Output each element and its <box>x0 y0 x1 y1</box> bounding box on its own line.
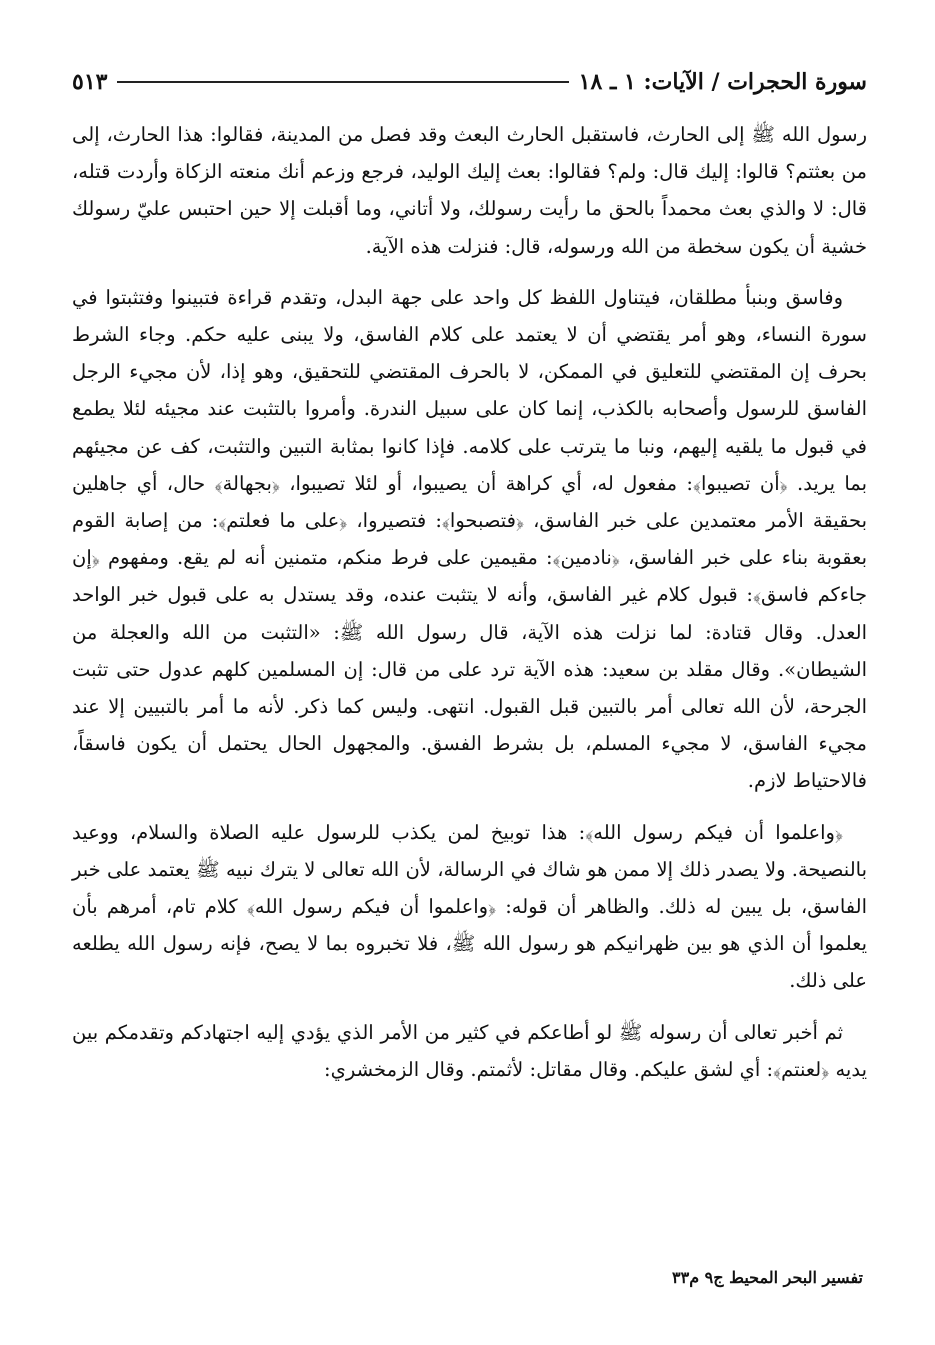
page-body <box>72 116 867 1088</box>
paragraph-1: رسول الله ﷺ إلى الحارث، فاستقبل الحارث البعث وقد فصل من المدينة، فقالوا: هذا الحارث، إلى من بعثتم؟ قالوا: إليك قال: ولم؟ فقالوا: بعث إليك الوليد، فرجع وزعم أنك منعته الزكاة وأردت قتله، قال: لا والذي بعث محمداً بالحق ما رأيت رسولك، ولا أتاني، وما أقبلت إلا حين احتبس عليّ رسولك خشية أن يكون سخطة من الله ورسوله، قال: فنزلت هذه الآية. <box>72 123 867 258</box>
signature-mark: تفسير البحر المحيط ج٩ م٣٣ <box>672 1268 863 1287</box>
page-header <box>72 62 867 102</box>
header-rule <box>117 81 568 83</box>
paragraph-2: وفاسق وبنبأ مطلقان، فيتناول اللفظ كل واحد على جهة البدل، وتقدم قراءة فتبينوا وفتثبتوا في سورة النساء، وهو أمر يقتضي أن لا يعتمد على كلام الفاسق، ولا يبنى عليه حكم. وجاء الشرط بحرف إن المقتضي للتعليق في الممكن، لا بالحرف المقتضي للتحقيق، وهو إذا، لأن مجيء الرجل الفاسق للرسول وأصحابه بالكذب، إنما كان على سبيل الندرة. وأمروا بالتثبت عند مجيئه لئلا يطمع في قبول ما يلقيه إليهم، ونبا ما يترتب على كلامه. فإذا كانوا بمثابة التبين والتثبت، كف عن مجيئهم بما يريد. ﴿أن تصيبوا﴾: مفعول له، أي كراهة أن يصيبوا، أو لئلا تصيبوا، ﴿بجهالة﴾ حال، أي جاهلين بحقيقة الأمر معتمدين على خبر الفاسق، ﴿فتصبحوا﴾: فتصيروا، ﴿على ما فعلتم﴾: من إصابة القوم بعقوبة بناء على خبر الفاسق، ﴿نادمين﴾: مقيمين على فرط منكم، متمنين أنه لم يقع. ومفهوم ﴿إن جاءكم فاسق﴾: قبول كلام غير الفاسق، وأنه لا يتثبت عنده، وقد يستدل به على قبول خبر الواحد العدل. وقال قتادة: لما نزلت هذه الآية، قال رسول الله ﷺ: «التثبت من الله والعجلة من الشيطان». وقال مقلد بن سعيد: هذه الآية ترد على من قال: إن المسلمين كلهم عدول حتى تثبت الجرحة، لأن الله تعالى أمر بالتبين قبل القبول. انتهى. وليس كما ذكر. لأنه ما أمر بالتبيين إلا عند مجيء الفاسق، لا مجيء المسلم، بل بشرط الفسق. والمجهول الحال يحتمل أن يكون فاسقاً، فالاحتياط لازم. <box>72 285 867 793</box>
page-number: ٥١٣ <box>72 69 108 95</box>
paragraph-4: ثم أخبر تعالى أن رسوله ﷺ لو أطاعكم في كثير من الأمر الذي يؤدي إليه اجتهادكم وتقدمكم بين يديه ﴿لعنتم﴾: أي لشق عليكم. وقال مقاتل: لأثمتم. وقال الزمخشري: <box>72 1020 867 1081</box>
sura-title: سورة الحجرات / الآيات: ١ ـ ١٨ <box>578 69 867 95</box>
paragraph-3: ﴿واعلموا أن فيكم رسول الله﴾: هذا توبيخ لمن يكذب للرسول عليه الصلاة والسلام، ووعيد بالنصيحة. ولا يصدر ذلك إلا ممن هو شاك في الرسالة، لأن الله تعالى لا يترك نبيه ﷺ يعتمد على خبر الفاسق، بل يبين له ذلك. والظاهر أن قوله: ﴿واعلموا أن فيكم رسول الله﴾ كلام تام، أمرهم بأن يعلموا أن الذي هو بين ظهرانيكم هو رسول الله ﷺ، فلا تخبروه بما لا يصح، فإنه رسول الله يطلعه على ذلك. <box>72 820 867 993</box>
